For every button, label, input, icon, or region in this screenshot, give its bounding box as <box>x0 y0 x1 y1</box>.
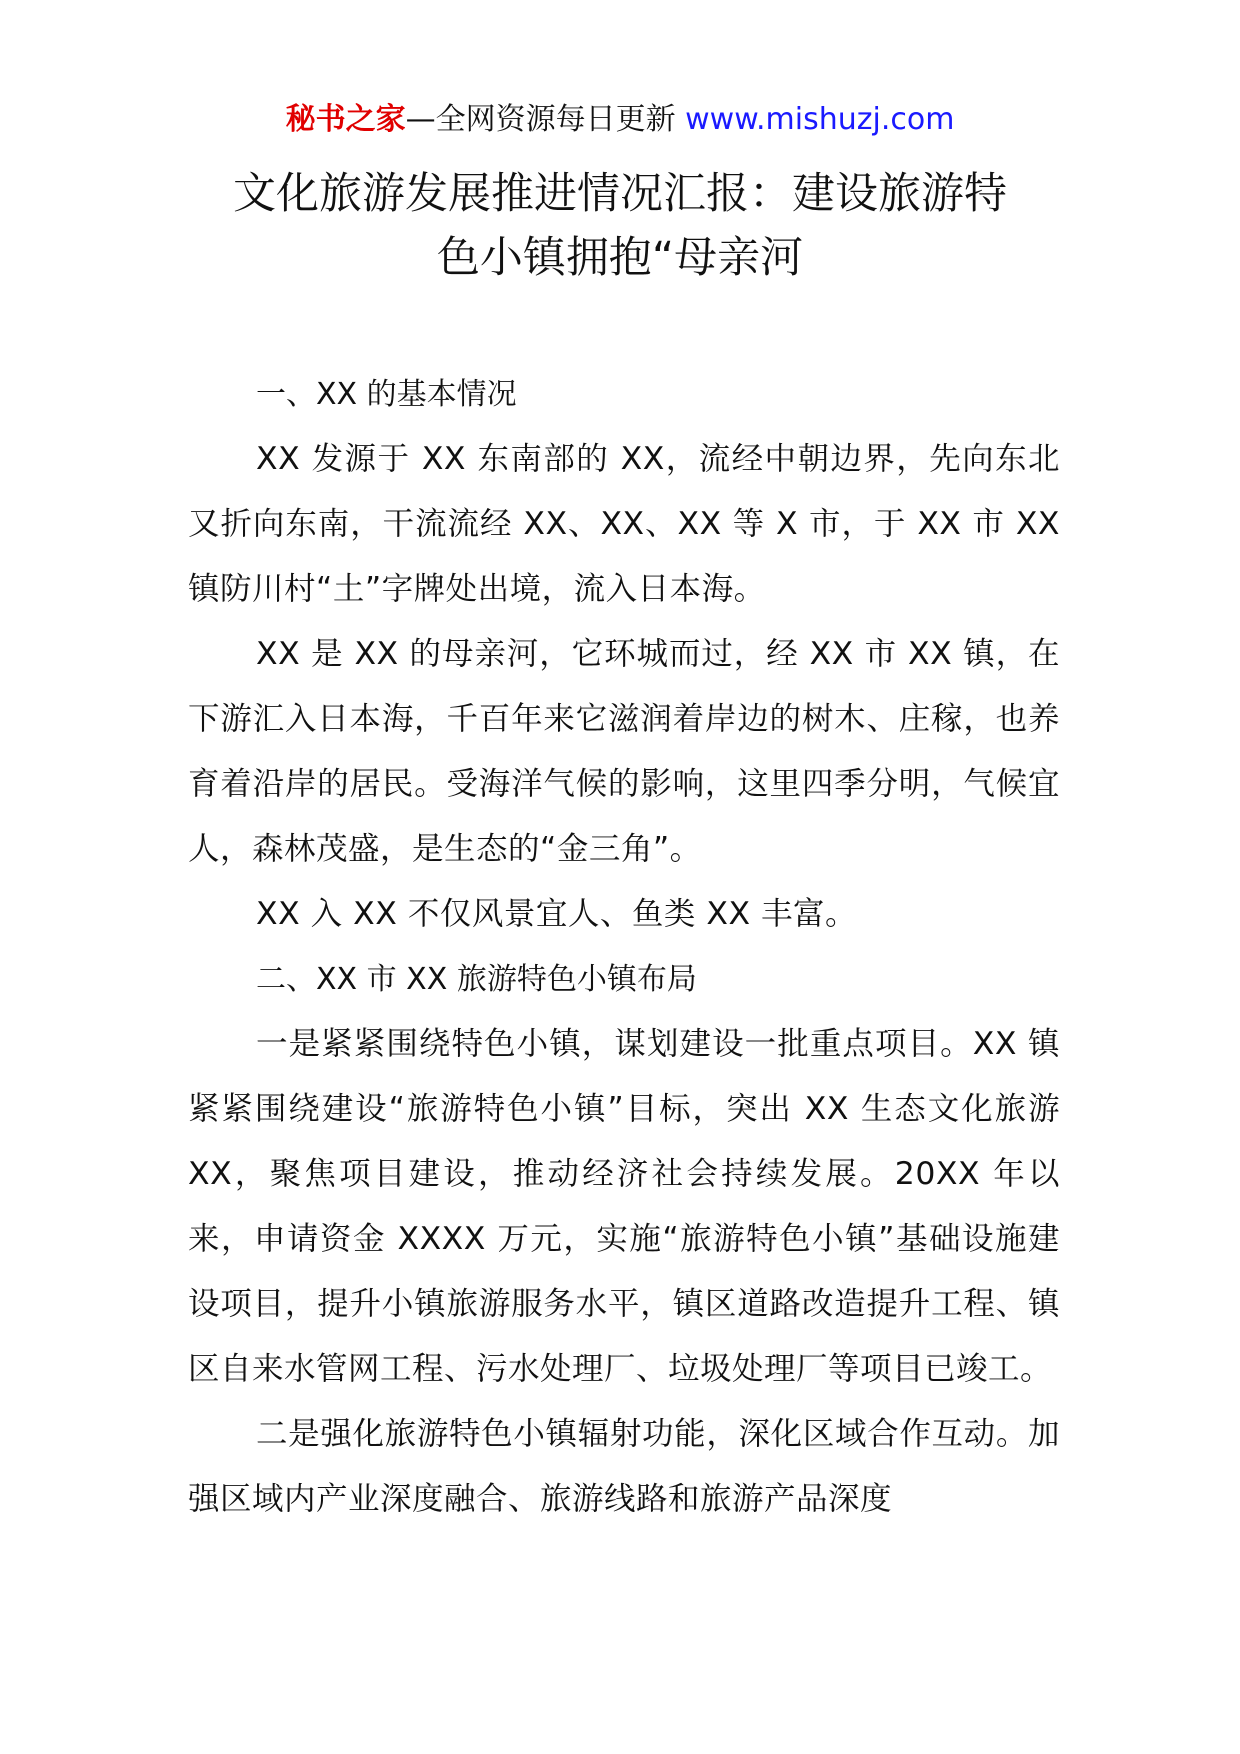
paragraph-scenery: XX 入 XX 不仅风景宜人、鱼类 XX 丰富。 <box>256 896 858 932</box>
paragraph-regional-cooperation: 二是强化旅游特色小镇辐射功能，深化区域合作互动。加强区域内产业深度融合、旅游线路和旅游产品深度 <box>188 1416 1060 1517</box>
header-tagline: —全网资源每日更新 <box>405 102 676 137</box>
paragraph-river-source: XX 发源于 XX 东南部的 XX，流经中朝边界，先向东北又折向东南，干流流经 XX、XX、XX 等 X 市，于 XX 市 XX 镇防川村“土”字牌处出境，流入日本海。 <box>188 441 1060 607</box>
site-link[interactable]: www.mishuzj.com <box>685 102 955 137</box>
document-title <box>170 162 1070 290</box>
section-heading-town-layout: 二、XX 市 XX 旅游特色小镇布局 <box>256 962 697 997</box>
title-line-2: 色小镇拥抱“母亲河 <box>436 233 804 283</box>
brand-name: 秘书之家 <box>285 102 406 137</box>
paragraph-mother-river: XX 是 XX 的母亲河，它环城而过，经 XX 市 XX 镇，在下游汇入日本海，千百年来它滋润着岸边的树木、庄稼，也养育着沿岸的居民。受海洋气候的影响，这里四季分明，气候宜人，森林茂盛，是生态的“金三角”。 <box>188 636 1060 867</box>
site-header <box>0 100 1240 140</box>
document-body <box>188 362 1060 1532</box>
title-line-1: 文化旅游发展推进情况汇报：建设旅游特 <box>233 169 1007 219</box>
section-heading-basic-info: 一、XX 的基本情况 <box>256 377 517 412</box>
paragraph-key-projects: 一是紧紧围绕特色小镇，谋划建设一批重点项目。XX 镇紧紧围绕建设“旅游特色小镇”目标，突出 XX 生态文化旅游 XX，聚焦项目建设，推动经济社会持续发展。20XX 年以来，申请资金 XXXX 万元，实施“旅游特色小镇”基础设施建设项目，提升小镇旅游服务水平，镇区道路改造提升工程、镇区自来水管网工程、污水处理厂、垃圾处理厂等项目已竣工。 <box>188 1026 1060 1387</box>
